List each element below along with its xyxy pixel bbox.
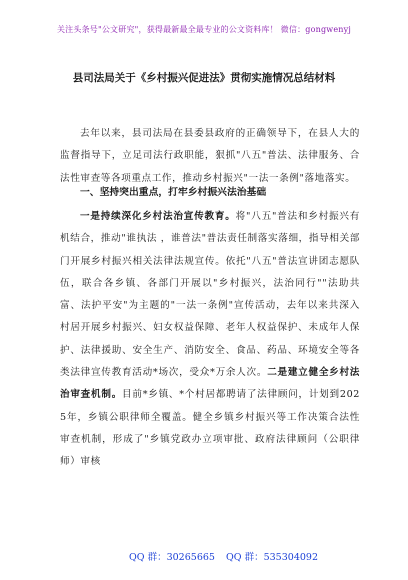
body-text-2: 目前*乡镇、*个村居都聘请了法律顾问，计划到2025年，乡镇公职律师全覆盖。健全乡镇乡村振兴等工作决策合法性审查机制，形成了"乡镇党政办立项审批、政府法律顾问（公职律师）审核 (60, 389, 360, 468)
footer (0, 549, 408, 569)
qq-group-1: QQ 群：30265665 (129, 552, 215, 563)
qq-group-2: QQ 群：535304092 (226, 552, 318, 563)
body-text-1: 将"八五"普法和乡村振兴有机结合，推动"谁执法 ，谁普法"普法责任制落实落细，指导相关部门开展乡村振兴相关法律法规宣传。依托"八五"普法宣讲团志愿队伍，联合各乡镇、各部门开展以"乡村振兴，法治同行""法助共富、法护平安"为主题的"一法一条例"宣传活动，去年以来共深入村居开展乡村振兴、妇女权益保障、老年人权益保护、未成年人保护、法律援助、安全生产、消防安全、食品、药品、环境安全等各类法律宣传教育活动*场次，受众*万余人次。 (60, 211, 360, 379)
section-heading: 一、坚持突出重点，打牢乡村振兴法治基础 (80, 187, 267, 198)
header-banner: 关注头条号"公文研究"，获得最新最全最专业的公文资料库！ 微信：gongwenyj (56, 25, 352, 34)
intro-paragraph: 去年以来，县司法局在县委县政府的正确领导下，在县人大的监督指导下，立足司法行政职能，狠抓"八五"普法、法律服务、合法性审查等各项重点工作，推动乡村振兴"一法一条例"落地落实。 (60, 128, 360, 184)
lead-sentence-2: 二是建立健全乡村法治审查机制。 (60, 367, 360, 401)
document-title: 县司法局关于《乡村振兴促进法》贯彻实施情况总结材料 (72, 72, 336, 84)
body-paragraph (60, 206, 360, 474)
lead-sentence-1: 一是持续深化乡村法治宣传教育。 (80, 211, 236, 222)
